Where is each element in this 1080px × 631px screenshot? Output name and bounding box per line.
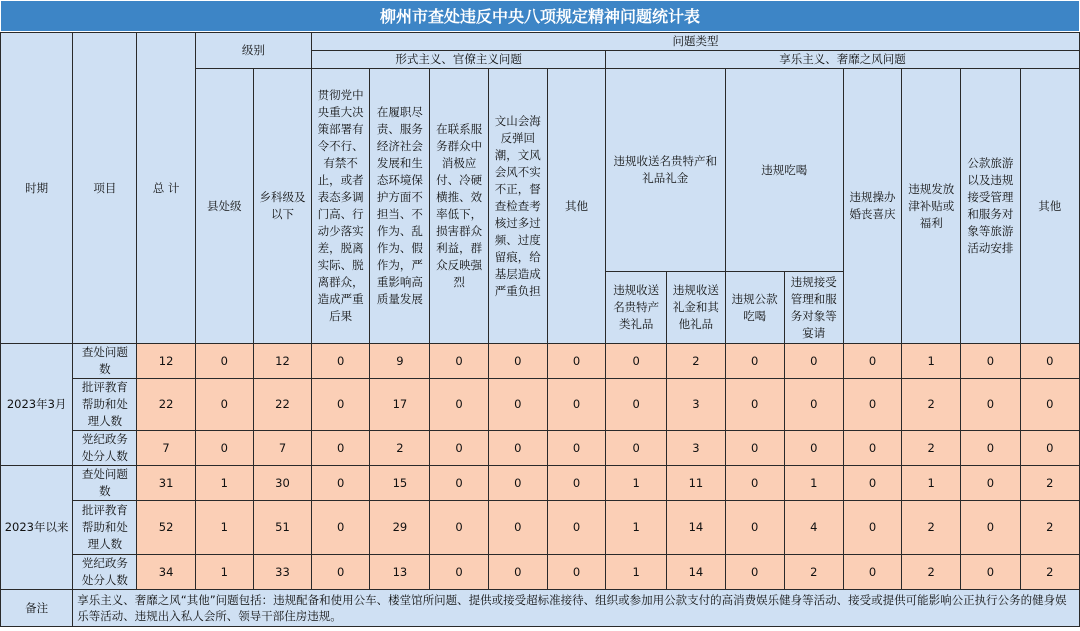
value-cell: 52: [137, 501, 195, 555]
statistics-table: [0, 32, 1080, 627]
value-cell: 0: [312, 466, 370, 501]
value-cell: 0: [312, 501, 370, 555]
table-row: [1, 344, 1080, 379]
header-county: 县处级: [195, 69, 253, 344]
header-eat-1: 违规公款吃喝: [725, 272, 784, 344]
header-formalism-3: 在联系服务群众中消极应付、冷硬横推、效率低下，损害群众利益，群众反映强烈: [430, 69, 488, 344]
period-cell: 2023年以来: [1, 466, 73, 590]
value-cell: 0: [312, 555, 370, 590]
value-cell: 0: [606, 431, 667, 466]
value-cell: 0: [547, 466, 605, 501]
table-body: [1, 344, 1080, 590]
value-cell: 22: [253, 379, 311, 431]
item-cell: 查处问题数: [73, 466, 137, 501]
value-cell: 0: [312, 344, 370, 379]
value-cell: 0: [430, 555, 488, 590]
value-cell: 1: [606, 501, 667, 555]
value-cell: 0: [547, 344, 605, 379]
value-cell: 0: [1020, 344, 1079, 379]
value-cell: 0: [1020, 379, 1079, 431]
header-gift-group: 违规收送名贵特产和礼品礼金: [606, 69, 725, 272]
value-cell: 0: [547, 501, 605, 555]
value-cell: 0: [784, 344, 843, 379]
value-cell: 0: [547, 431, 605, 466]
value-cell: 0: [725, 344, 784, 379]
value-cell: 0: [843, 344, 901, 379]
value-cell: 0: [195, 431, 253, 466]
value-cell: 0: [1020, 431, 1079, 466]
item-cell: 批评教育帮助和处理人数: [73, 501, 137, 555]
value-cell: 0: [430, 501, 488, 555]
value-cell: 1: [902, 466, 961, 501]
value-cell: 7: [253, 431, 311, 466]
table-row: [1, 501, 1080, 555]
value-cell: 31: [137, 466, 195, 501]
value-cell: 4: [784, 501, 843, 555]
table-footer: [1, 590, 1080, 627]
value-cell: 0: [843, 431, 901, 466]
table-row: [1, 555, 1080, 590]
value-cell: 0: [606, 344, 667, 379]
value-cell: 0: [606, 379, 667, 431]
value-cell: 0: [784, 431, 843, 466]
value-cell: 0: [312, 379, 370, 431]
value-cell: 0: [430, 431, 488, 466]
header-formalism-4: 文山会海反弹回潮，文风会风不实不正，督查检查考核过多过频、过度留痕，给基层造成严重负担: [488, 69, 547, 344]
value-cell: 1: [784, 466, 843, 501]
value-cell: 12: [253, 344, 311, 379]
value-cell: 51: [253, 501, 311, 555]
value-cell: 34: [137, 555, 195, 590]
header-gift-2: 违规收送礼金和其他礼品: [667, 272, 725, 344]
header-wedding: 违规操办婚丧喜庆: [843, 69, 901, 344]
header-hedonism-other: 其他: [1020, 69, 1079, 344]
value-cell: 2: [902, 431, 961, 466]
value-cell: 9: [370, 344, 430, 379]
header-eat-2: 违规接受管理和服务对象等宴请: [784, 272, 843, 344]
value-cell: 3: [667, 431, 725, 466]
value-cell: 0: [784, 379, 843, 431]
period-cell: 2023年3月: [1, 344, 73, 466]
header-formalism-group: 形式主义、官僚主义问题: [312, 51, 606, 69]
value-cell: 0: [488, 466, 547, 501]
value-cell: 0: [961, 501, 1020, 555]
value-cell: 2: [902, 555, 961, 590]
value-cell: 0: [312, 431, 370, 466]
value-cell: 0: [725, 379, 784, 431]
value-cell: 2: [902, 501, 961, 555]
value-cell: 0: [725, 466, 784, 501]
value-cell: 1: [195, 555, 253, 590]
header-level: 级别: [195, 33, 311, 69]
value-cell: 15: [370, 466, 430, 501]
value-cell: 0: [843, 501, 901, 555]
header-total: 总 计: [137, 33, 195, 344]
value-cell: 0: [725, 431, 784, 466]
table-title: 柳州市查处违反中央八项规定精神问题统计表: [0, 0, 1080, 32]
item-cell: 查处问题数: [73, 344, 137, 379]
value-cell: 0: [961, 555, 1020, 590]
header-formalism-1: 贯彻党中央重大决策部署有令不行、有禁不止，或者表态多调门高、行动少落实差，脱离实际、脱离群众，造成严重后果: [312, 69, 370, 344]
value-cell: 0: [430, 344, 488, 379]
header-hedonism-group: 享乐主义、奢靡之风问题: [606, 51, 1080, 69]
value-cell: 33: [253, 555, 311, 590]
value-cell: 0: [843, 466, 901, 501]
value-cell: 2: [1020, 555, 1079, 590]
value-cell: 0: [488, 501, 547, 555]
header-gift-1: 违规收送名贵特产类礼品: [606, 272, 667, 344]
value-cell: 0: [488, 431, 547, 466]
value-cell: 1: [195, 501, 253, 555]
value-cell: 1: [902, 344, 961, 379]
value-cell: 0: [961, 466, 1020, 501]
table-header: [1, 33, 1080, 344]
value-cell: 29: [370, 501, 430, 555]
header-formalism-other: 其他: [547, 69, 605, 344]
value-cell: 0: [843, 379, 901, 431]
value-cell: 0: [195, 379, 253, 431]
value-cell: 0: [961, 379, 1020, 431]
value-cell: 7: [137, 431, 195, 466]
value-cell: 0: [488, 555, 547, 590]
value-cell: 0: [843, 555, 901, 590]
header-problem-type: 问题类型: [312, 33, 1080, 51]
header-item: 项目: [73, 33, 137, 344]
value-cell: 2: [667, 344, 725, 379]
value-cell: 3: [667, 379, 725, 431]
item-cell: 批评教育帮助和处理人数: [73, 379, 137, 431]
table-row: [1, 431, 1080, 466]
header-travel: 公款旅游以及违规接受管理和服务对象等旅游活动安排: [961, 69, 1020, 344]
value-cell: 2: [1020, 466, 1079, 501]
header-eat-group: 违规吃喝: [725, 69, 843, 272]
header-township: 乡科级及以下: [253, 69, 311, 344]
value-cell: 0: [961, 431, 1020, 466]
value-cell: 1: [195, 466, 253, 501]
note-label: 备注: [1, 590, 73, 627]
value-cell: 1: [606, 555, 667, 590]
value-cell: 1: [606, 466, 667, 501]
value-cell: 0: [725, 555, 784, 590]
value-cell: 17: [370, 379, 430, 431]
value-cell: 2: [370, 431, 430, 466]
value-cell: 11: [667, 466, 725, 501]
value-cell: 0: [547, 379, 605, 431]
value-cell: 30: [253, 466, 311, 501]
value-cell: 14: [667, 501, 725, 555]
table-row: [1, 379, 1080, 431]
value-cell: 0: [430, 466, 488, 501]
note-text: 享乐主义、奢靡之风“其他”问题包括：违规配备和使用公车、楼堂馆所问题、提供或接受超标准接待、组织或参加用公款支付的高消费娱乐健身等活动、接受或提供可能影响公正执行公务的健身娱乐等活动、违规出入私人会所、领导干部住房违规。: [73, 590, 1080, 627]
value-cell: 0: [547, 555, 605, 590]
value-cell: 22: [137, 379, 195, 431]
value-cell: 0: [195, 344, 253, 379]
value-cell: 14: [667, 555, 725, 590]
value-cell: 2: [784, 555, 843, 590]
value-cell: 0: [430, 379, 488, 431]
table-row: [1, 466, 1080, 501]
header-subsidy: 违规发放津补贴或福利: [902, 69, 961, 344]
value-cell: 0: [488, 379, 547, 431]
value-cell: 2: [902, 379, 961, 431]
value-cell: 0: [725, 501, 784, 555]
header-period: 时期: [1, 33, 73, 344]
item-cell: 党纪政务处分人数: [73, 431, 137, 466]
value-cell: 0: [961, 344, 1020, 379]
value-cell: 2: [1020, 501, 1079, 555]
value-cell: 12: [137, 344, 195, 379]
header-formalism-2: 在履职尽责、服务经济社会发展和生态环境保护方面不担当、不作为、乱作为、假作为，严重影响高质量发展: [370, 69, 430, 344]
item-cell: 党纪政务处分人数: [73, 555, 137, 590]
value-cell: 13: [370, 555, 430, 590]
value-cell: 0: [488, 344, 547, 379]
